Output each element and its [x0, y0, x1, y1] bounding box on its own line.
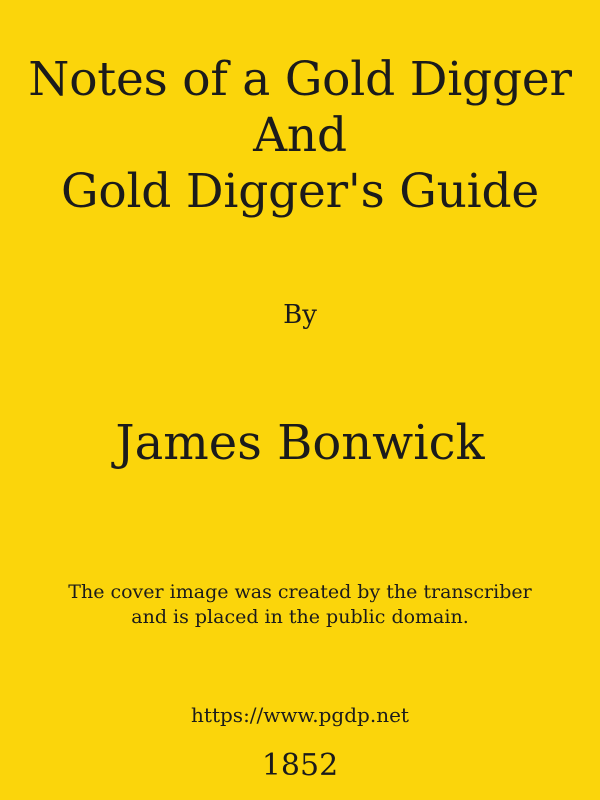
transcriber-note [0, 580, 600, 630]
book-title [0, 52, 600, 220]
title-line-3: Gold Digger's Guide [61, 164, 539, 219]
title-line-1: Notes of a Gold Digger [28, 52, 572, 107]
publication-year: 1852 [261, 748, 339, 783]
title-line-2: And [253, 108, 347, 163]
transcriber-note-line-2: and is placed in the public domain. [131, 606, 469, 628]
project-url: https://www.pgdp.net [191, 703, 409, 727]
author-name: James Bonwick [115, 415, 485, 471]
byline-label: By [283, 300, 317, 330]
transcriber-note-line-1: The cover image was created by the transcriber [68, 581, 532, 603]
